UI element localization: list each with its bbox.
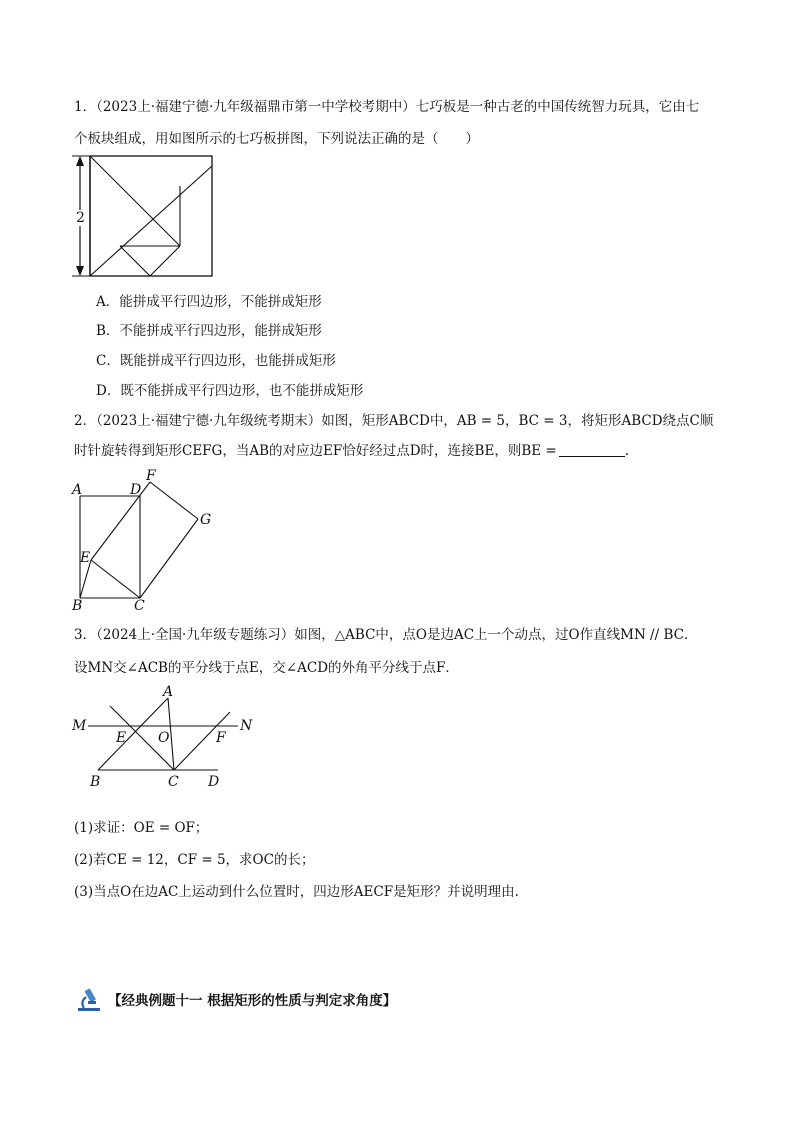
microscope-icon [74, 986, 104, 1012]
q3-label-f: F [216, 730, 226, 746]
q3-part-2: (2)若CE = 12，CF = 5，求OC的长； [74, 852, 315, 868]
q2-label-e: E [80, 550, 91, 566]
q2-label-f: F [146, 468, 156, 484]
q3-part-1: (1)求证：OE = OF； [74, 820, 209, 836]
rectangle-rotation-figure [68, 466, 228, 614]
q3-text-line2: 设MN交∠ACB的平分线于点E，交∠ACD的外角平分线于点F． [74, 660, 459, 676]
q3-label-e: E [116, 730, 127, 746]
q3-text-line1: 3．（2024上·全国·九年级专题练习）如图，△ABC中，点O是边AC上一个动点，过O作直线MN // BC． [74, 627, 698, 643]
q3-label-a: A [163, 684, 174, 700]
q1-option-c: C．既能拼成平行四边形，也能拼成矩形 [96, 353, 336, 369]
q2-text-line2-body: 时针旋转得到矩形CEFG，当AB的对应边EF恰好经过点D时，连接BE，则BE = [74, 443, 557, 459]
q2-text-line2 [74, 441, 629, 461]
q2-text-line1: 2．（2023上·福建宁德·九年级统考期末）如图，矩形ABCD中，AB = 5，BC = 3，将矩形ABCD绕点C顺 [74, 413, 714, 429]
q3-label-n: N [240, 718, 253, 734]
q1-text-line2: 个板块组成，用如图所示的七巧板拼图，下列说法正确的是（ ） [74, 131, 479, 147]
q1-option-d: D．既不能拼成平行四边形，也不能拼成矩形 [96, 383, 364, 399]
q3-label-d: D [208, 774, 220, 790]
q1-option-a: A．能拼成平行四边形，不能拼成矩形 [96, 294, 322, 310]
q1-text-line1: 1．（2023上·福建宁德·九年级福鼎市第一中学校考期中）七巧板是一种古老的中国传统智力玩具，它由七 [74, 99, 700, 115]
q2-label-b: B [72, 598, 83, 614]
section-title: 【经典例题十一 根据矩形的性质与判定求角度】 [108, 993, 397, 1009]
q3-label-c: C [168, 774, 179, 790]
q1-option-b: B．不能拼成平行四边形，能拼成矩形 [96, 323, 322, 339]
tangram-figure [68, 152, 218, 280]
q2-text-line2-end: . [624, 443, 630, 459]
q3-label-o: O [158, 730, 170, 746]
q2-label-c: C [134, 598, 145, 614]
q2-label-a: A [72, 482, 83, 498]
tangram-dimension-label: 2 [76, 210, 85, 226]
q2-answer-blank [559, 442, 625, 457]
q2-label-g: G [200, 512, 212, 528]
q3-label-b: B [90, 774, 101, 790]
section-header [74, 986, 396, 1012]
q2-label-d: D [130, 482, 142, 498]
q3-part-3: (3)当点O在边AC上运动到什么位置时，四边形AECF是矩形？并说明理由. [74, 884, 519, 900]
q3-label-m: M [72, 718, 87, 734]
triangle-bisector-figure [68, 682, 268, 794]
